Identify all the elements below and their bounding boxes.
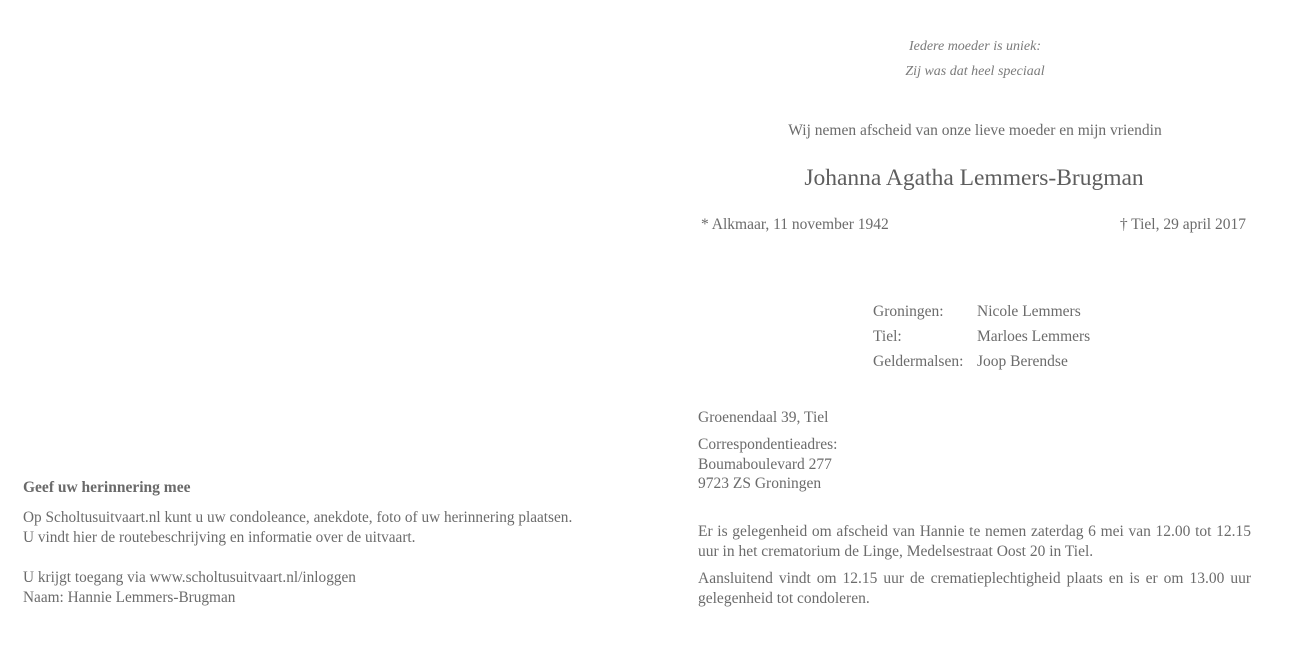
login-url-text: U krijgt toegang via www.scholtusuitvaart.nl/inloggen bbox=[23, 569, 356, 586]
farewell-paragraph bbox=[698, 522, 1251, 561]
relative-place: Tiel: bbox=[873, 328, 902, 345]
relative-person: Joop Berendse bbox=[977, 353, 1068, 370]
ceremony-line-2: gelegenheid tot condoleren. bbox=[698, 589, 870, 607]
relative-row bbox=[873, 324, 1090, 349]
relative-person: Nicole Lemmers bbox=[977, 303, 1081, 320]
correspondence-city: 9723 ZS Groningen bbox=[698, 475, 822, 492]
ceremony-paragraph bbox=[698, 569, 1251, 608]
relative-row bbox=[873, 299, 1090, 324]
relative-place: Geldermalsen: bbox=[873, 353, 964, 370]
memory-text-line-1: Op Scholtusuitvaart.nl kunt u uw condoleance, anekdote, foto of uw herinnering plaatsen. bbox=[23, 509, 573, 526]
poem-line-2: Zij was dat heel speciaal bbox=[905, 64, 1045, 79]
farewell-intro: Wij nemen afscheid van onze lieve moeder en mijn vriendin bbox=[788, 122, 1162, 139]
relatives-list bbox=[873, 299, 1090, 374]
memory-heading: Geef uw herinnering mee bbox=[23, 479, 191, 496]
farewell-line-1: Er is gelegenheid om afscheid van Hannie te nemen zaterdag 6 mei van 12.00 tot 12.15 bbox=[698, 523, 1251, 540]
home-address: Groenendaal 39, Tiel bbox=[698, 409, 829, 426]
relative-row bbox=[873, 349, 1090, 374]
deceased-name: Johanna Agatha Lemmers-Brugman bbox=[804, 165, 1144, 191]
farewell-line-2: uur in het crematorium de Linge, Medelsestraat Oost 20 in Tiel. bbox=[698, 542, 1094, 560]
memory-text-line-2: U vindt hier de routebeschrijving en informatie over de uitvaart. bbox=[23, 529, 416, 546]
login-name-text: Naam: Hannie Lemmers-Brugman bbox=[23, 589, 236, 606]
poem-line-1: Iedere moeder is uniek: bbox=[908, 39, 1042, 54]
correspondence-label: Correspondentieadres: bbox=[698, 436, 838, 453]
correspondence-street: Boumaboulevard 277 bbox=[698, 456, 832, 473]
ceremony-line-1: Aansluitend vindt om 12.15 uur de crematieplechtigheid plaats en is er om 13.00 uur bbox=[698, 570, 1251, 587]
relative-person: Marloes Lemmers bbox=[977, 328, 1091, 345]
birth-info: * Alkmaar, 11 november 1942 bbox=[701, 216, 889, 233]
relative-place: Groningen: bbox=[873, 303, 944, 320]
death-info: † Tiel, 29 april 2017 bbox=[1119, 216, 1246, 233]
